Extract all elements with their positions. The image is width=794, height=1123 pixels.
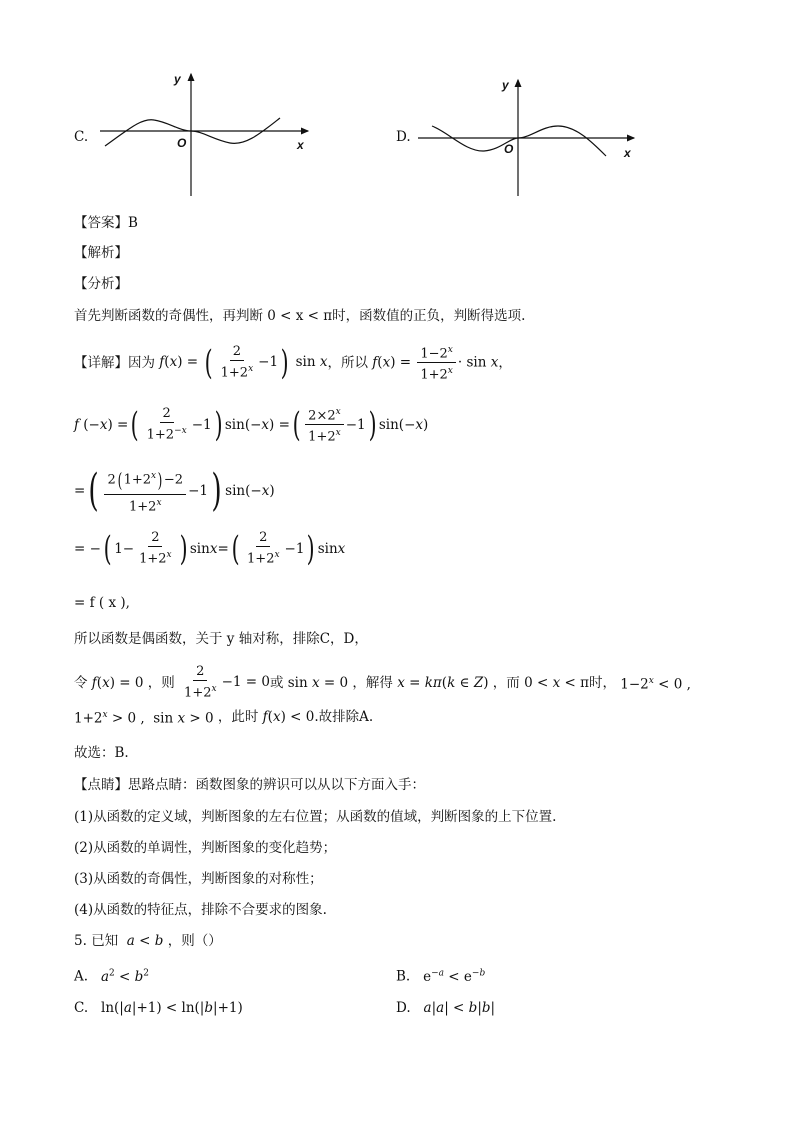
detail-tag: 【详解】	[74, 354, 128, 371]
q5-option-a-expr: $a^2 < b^2$	[100, 968, 150, 985]
formula-ineq1: $1-2^x < 0$ ,	[615, 675, 691, 693]
dianjing-item-3: (3)从函数的奇偶性，判断图象的对称性；	[74, 871, 323, 887]
q5-option-b-label: B.	[396, 968, 411, 985]
q5-stem	[74, 932, 222, 950]
detail-intro2: ，所以	[327, 354, 368, 371]
dianjing-line	[74, 776, 425, 794]
jiede: ，解得	[352, 674, 393, 691]
option-d-axis-y: y	[502, 78, 509, 92]
analysis-tag: 【解析】	[74, 245, 128, 261]
answer-tag: 【答案】	[74, 215, 128, 231]
option-c-axis-x: x	[297, 138, 304, 152]
option-c-origin: O	[177, 136, 187, 150]
detail-intro1: 因为	[128, 354, 155, 371]
q5-option-d[interactable]	[396, 999, 495, 1017]
formula-eq1: $\frac{2}{1+2^x}$ −1 = 0	[184, 664, 270, 701]
q5-num: 5.	[74, 933, 87, 949]
option-d-axis-x: x	[624, 146, 631, 160]
detail-line-7	[74, 664, 691, 701]
option-d-plot	[396, 76, 646, 206]
formula-fx-neg: f(x) < 0	[262, 708, 315, 725]
q5-option-c[interactable]	[74, 999, 243, 1017]
q5-option-a[interactable]	[74, 964, 149, 986]
detail-line-1	[74, 342, 512, 384]
formula-solution: x = kπ(k ∈ Z)	[397, 674, 493, 691]
answer-value: B	[128, 215, 138, 231]
q5-condition: a < b	[126, 933, 164, 949]
detail-line-2: f (− x ) = ( $\frac{2}{1+2^{-x}}$ −1 ) sin(− x ) = ( $\frac{2\times 2^x}{1+2^x}$ −1 ) sin(− x )	[74, 404, 429, 445]
formula-fx-zero: f(x) = 0	[91, 674, 148, 691]
q5-option-d-expr: a|a| < b|b|	[423, 1000, 496, 1016]
option-d-label: D.	[396, 129, 411, 145]
detail-line-4: = − ( 1− $\frac{2}{1+2^x}$ ) sin x = ( $\frac{2}{1+2^x}$ −1 ) sin x	[74, 528, 346, 569]
option-c-graph	[70, 68, 320, 203]
q5-text: 已知	[91, 933, 119, 949]
dianjing-intro: 思路点睛：函数图象的辨识可以从以下方面入手：	[128, 777, 425, 793]
q5-option-b[interactable]	[396, 964, 485, 986]
shi: 时，	[588, 674, 616, 691]
dianjing-item-4: (4)从函数的特征点，排除不合要求的图象.	[74, 902, 327, 918]
cishi: ，此时	[217, 708, 259, 725]
formula-fx-def: f(x) = ( $\frac{2}{1+2^x}$ −1) sin x	[159, 342, 328, 383]
formula-ineq2: $1+2^x > 0$ , sin x > 0	[74, 710, 218, 727]
huo: 或	[269, 674, 284, 691]
q5-option-a-label: A.	[74, 968, 89, 985]
formula-eq2: sin x = 0	[283, 674, 353, 691]
option-d-origin: O	[504, 142, 514, 156]
fenxi-text: 首先判断函数的奇偶性，再判断 0 < x < π时，函数值的正负，判断得选项.	[74, 308, 526, 324]
detail-even: 所以函数是偶函数，关于 y 轴对称，排除C，D，	[74, 631, 368, 647]
formula-fx-simplified: f(x) = $\frac{1-2^x}{1+2^x}$ · sin x	[368, 342, 498, 384]
option-c-axis-y: y	[174, 72, 181, 86]
dianjing-item-2: (2)从函数的单调性，判断图象的变化趋势；	[74, 840, 337, 856]
ling: 令	[74, 674, 88, 691]
detail-line-5: = f ( x ),	[74, 595, 130, 611]
fenxi-tag: 【分析】	[74, 276, 128, 292]
dianjing-item-1: (1)从函数的定义域，判断图象的左右位置；从函数的值域，判断图象的上下位置.	[74, 809, 557, 825]
detail-line-8	[74, 706, 373, 728]
option-c-label: C.	[74, 129, 89, 145]
q5-option-c-expr: ln(|a|+1) < ln(|b|+1)	[92, 1000, 243, 1016]
q5-option-d-label: D.	[396, 1000, 411, 1016]
detail-line-3: = ( $\frac{2( 1+2^x) -2}{1+2^x}$ −1 ) sin(− x )	[74, 464, 275, 516]
option-c-plot	[70, 68, 320, 203]
q5-option-c-label: C.	[74, 1000, 89, 1016]
dianjing-tag: 【点睛】	[74, 777, 128, 793]
er: ，而	[492, 674, 520, 691]
q5-end: ，则（）	[167, 933, 222, 949]
q5-option-b-expr: $e^{-a} < e^{-b}$	[414, 968, 486, 985]
answer-line	[74, 214, 138, 232]
option-d-graph	[396, 76, 646, 206]
formula-range: 0 < x < π	[519, 674, 589, 691]
detail-intro3: ，	[498, 354, 512, 371]
paichu: .故排除A.	[314, 708, 374, 725]
ze: ，则	[147, 674, 175, 691]
detail-choose: 故选：B.	[74, 745, 129, 761]
